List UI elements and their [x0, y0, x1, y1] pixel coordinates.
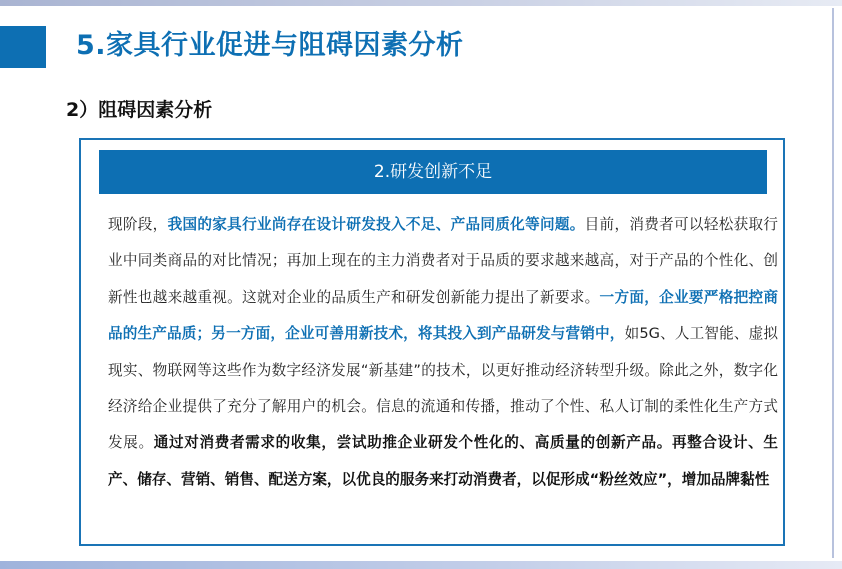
body-highlight-segment: 我国的家具行业尚存在设计研发投入不足、产品同质化等问题。 — [167, 216, 585, 233]
bottom-decorative-bar — [0, 561, 842, 569]
box-body-text — [108, 207, 778, 498]
page-title: 5.家具行业促进与阻碍因素分析 — [76, 30, 464, 61]
body-text-segment: 现阶段， — [108, 216, 168, 233]
body-highlight-segment: 一方面，企业要严格把控商品的生产品质；另一方面，企业可善用新技术，将其投入到产品研发与营销中， — [108, 288, 778, 343]
body-bold-segment: 通过对消费者需求的收集，尝试助推企业研发个性化的、高质量的创新产品。再整合设计、生产、储存、营销、销售、配送方案，以优良的服务来打动消费者，以促形成“粉丝效应”，增加品牌黏性 — [108, 434, 778, 488]
content-box — [79, 138, 785, 546]
body-text-segment: 目前，消费者可以轻松获取行业中同类商品的对比情况；再加上现在的主力消费者对于品质的要求越来越高，对于产品的个性化、创新性也越来越重视。这就对企业的品质生产和研发创新能力提出了新要求。 — [108, 216, 778, 306]
top-decorative-bar — [0, 0, 842, 6]
body-text-segment: 如5G、人工智能、虚拟现实、物联网等这些作为数字经济发展“新基建”的技术，以更好推动经济转型升级。除此之外，数字化经济给企业提供了充分了解用户的机会。信息的流通和传播，推动了个性、私人订制的柔性化生产方式发展。 — [108, 325, 778, 452]
section-heading: 2）阻碍因素分析 — [66, 99, 213, 121]
box-header: 2.研发创新不足 — [99, 150, 767, 194]
title-accent-block — [0, 26, 46, 68]
right-decorative-line — [832, 8, 834, 558]
